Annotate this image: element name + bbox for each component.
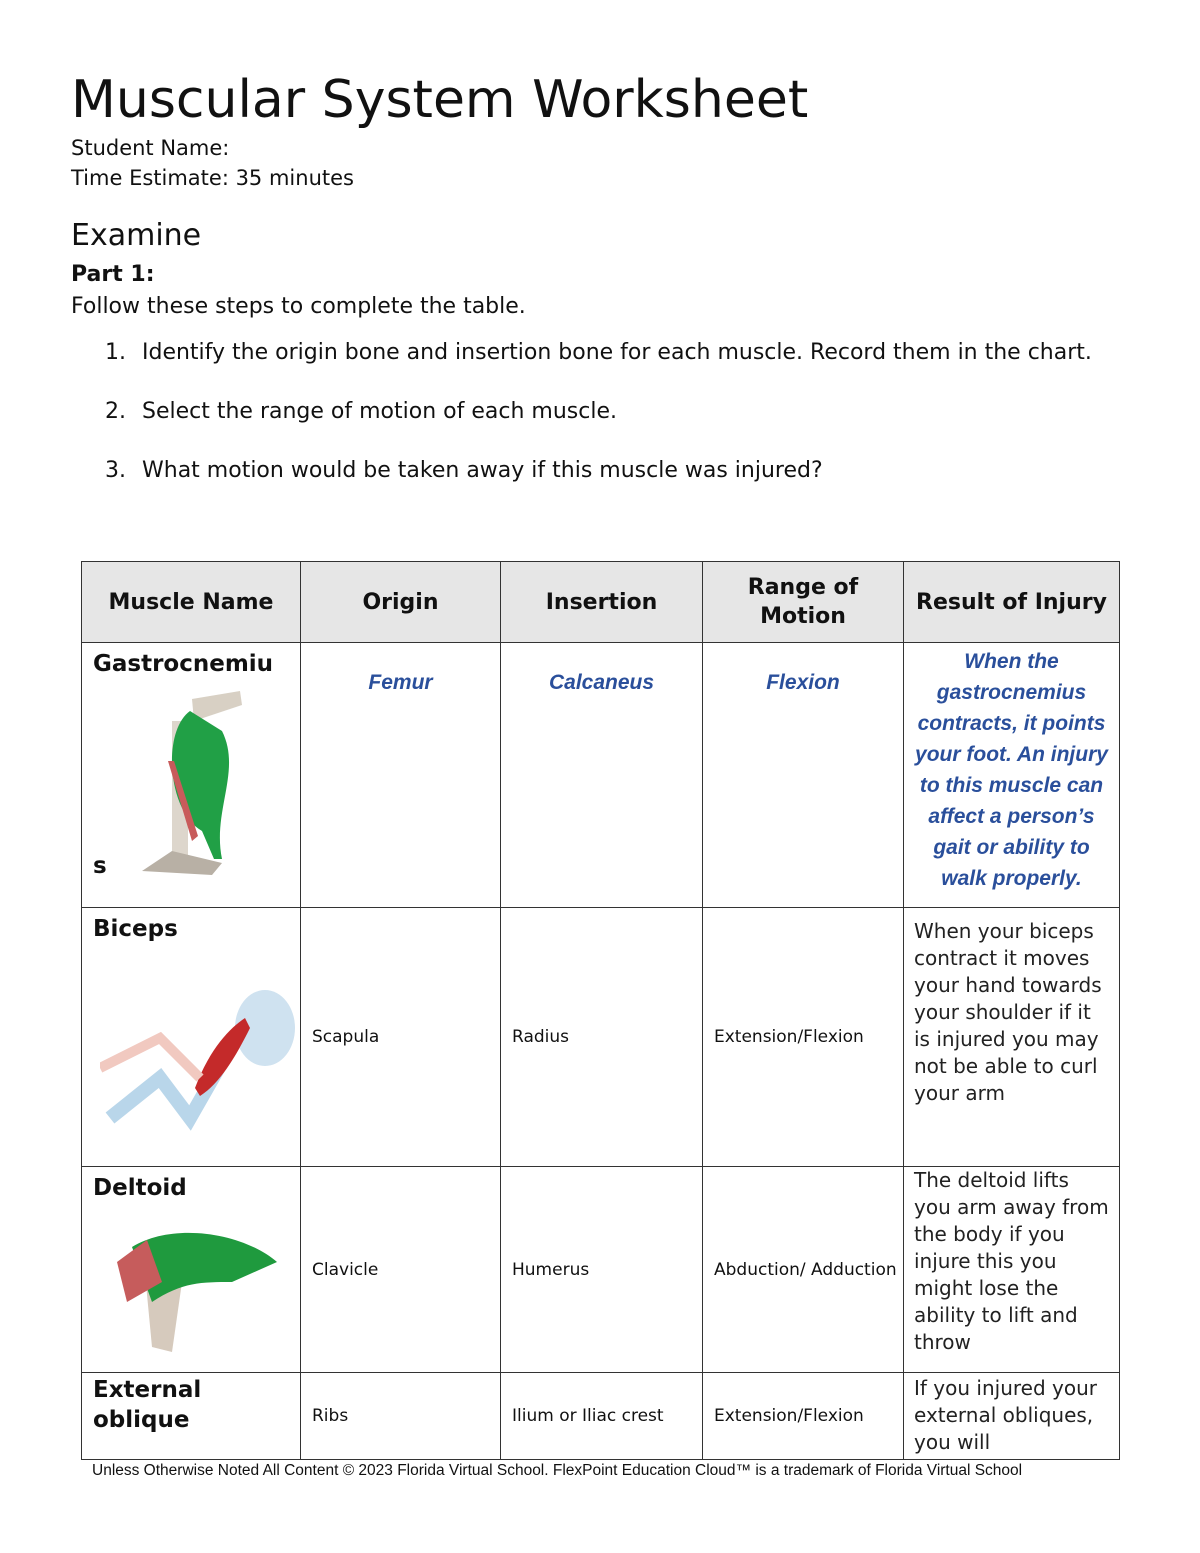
table-row — [82, 1167, 1120, 1373]
muscle-name-cell — [82, 643, 301, 908]
intro-text: Follow these steps to complete the table. — [71, 294, 526, 319]
insertion-cell: Humerus — [501, 1167, 703, 1373]
step-number: 1. — [105, 340, 126, 365]
result-cell: The deltoid lifts you arm away from the body if you injure this you might lose the ability to lift and throw — [904, 1167, 1120, 1373]
muscle-name: Gastrocnemiu — [93, 651, 274, 677]
muscle-name: Biceps — [93, 916, 178, 942]
muscle-name-cell — [82, 1167, 301, 1373]
range-cell: Flexion — [703, 643, 904, 908]
time-estimate: Time Estimate: 35 minutes — [71, 166, 354, 190]
table-header-row — [82, 562, 1120, 643]
table-row — [82, 908, 1120, 1167]
muscle-name: Deltoid — [93, 1175, 187, 1201]
step-item — [105, 338, 1105, 368]
origin-cell: Scapula — [301, 908, 501, 1167]
step-text: What motion would be taken away if this muscle was injured? — [142, 458, 823, 483]
section-heading: Examine — [71, 218, 202, 253]
insertion-cell: Radius — [501, 908, 703, 1167]
header-insertion: Insertion — [501, 562, 703, 643]
header-range: Range of Motion — [703, 562, 904, 643]
origin-cell: Femur — [301, 643, 501, 908]
insertion-cell: Ilium or Iliac crest — [501, 1373, 703, 1460]
table-row — [82, 1373, 1120, 1460]
step-item — [105, 456, 1105, 486]
header-result: Result of Injury — [904, 562, 1120, 643]
part-heading: Part 1: — [71, 262, 155, 287]
step-number: 2. — [105, 399, 126, 424]
muscle-name-cell — [82, 908, 301, 1167]
page-title: Muscular System Worksheet — [71, 70, 809, 130]
step-text: Select the range of motion of each muscle. — [142, 399, 617, 424]
muscle-name-tail: s — [93, 853, 107, 879]
muscle-table — [81, 561, 1120, 1460]
student-name-label: Student Name: — [71, 136, 230, 160]
step-text: Identify the origin bone and insertion bone for each muscle. Record them in the chart. — [142, 340, 1092, 365]
result-cell: If you injured your external obliques, you will — [904, 1373, 1120, 1460]
step-item — [105, 397, 1105, 427]
origin-cell: Clavicle — [301, 1167, 501, 1373]
header-origin: Origin — [301, 562, 501, 643]
deltoid-image — [112, 1222, 282, 1357]
table-row — [82, 643, 1120, 908]
insertion-cell: Calcaneus — [501, 643, 703, 908]
result-cell: When the gastrocnemius contracts, it points your foot. An injury to this muscle can affect a person’s gait or ability to walk properly. — [904, 643, 1120, 908]
biceps-image — [100, 968, 300, 1138]
range-cell: Abduction/ Adduction — [703, 1167, 904, 1373]
header-muscle-name: Muscle Name — [82, 562, 301, 643]
range-cell: Extension/Flexion — [703, 908, 904, 1167]
muscle-name-cell: External oblique — [82, 1373, 301, 1460]
gastrocnemius-image — [132, 691, 242, 876]
result-cell: When your biceps contract it moves your hand towards your shoulder if it is injured you may not be able to curl your arm — [904, 908, 1120, 1167]
range-cell: Extension/Flexion — [703, 1373, 904, 1460]
footer-copyright: Unless Otherwise Noted All Content © 2023 Florida Virtual School. FlexPoint Education Cloud™ is a trademark of Florida Virtual School — [92, 1462, 1023, 1479]
step-number: 3. — [105, 458, 126, 483]
steps-list — [105, 338, 1105, 515]
origin-cell: Ribs — [301, 1373, 501, 1460]
